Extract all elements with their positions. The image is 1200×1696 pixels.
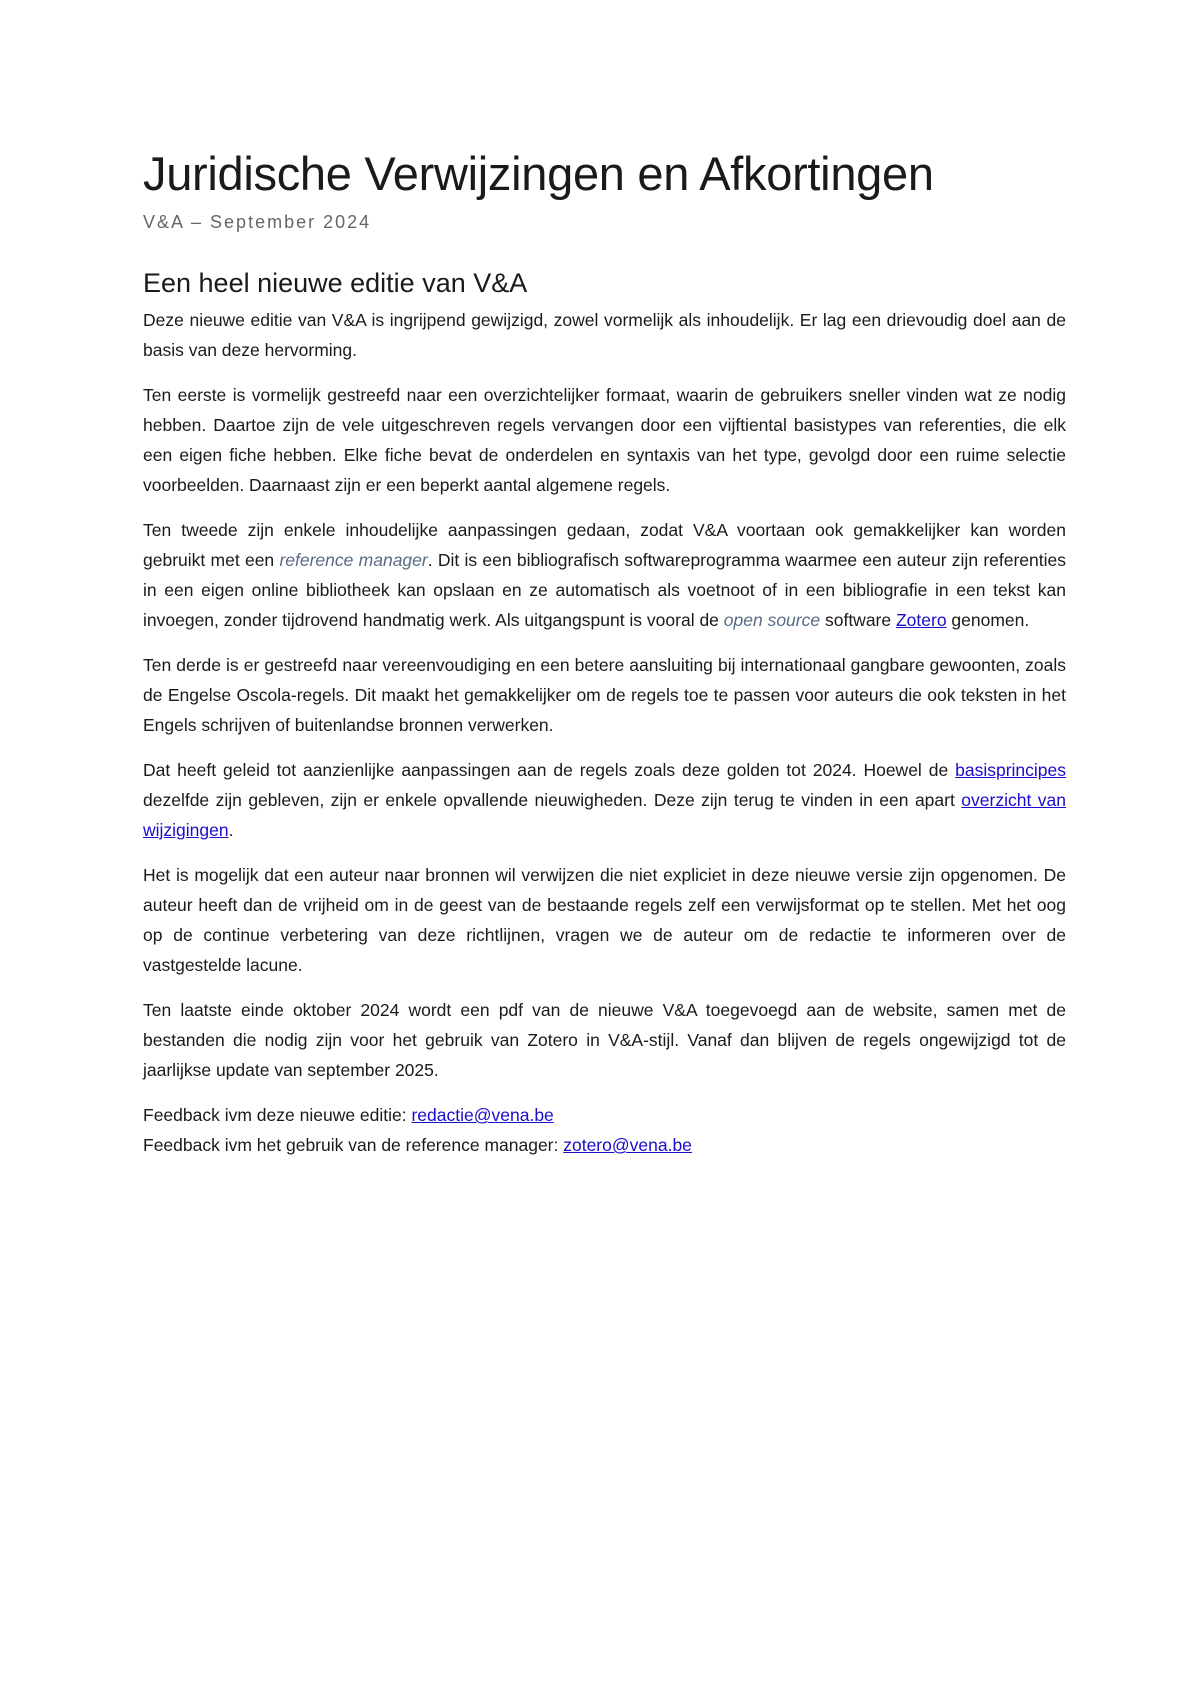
paragraph-first-goal: Ten eerste is vormelijk gestreefd naar een overzichtelijker formaat, waarin de gebruikers sneller vinden wat ze nodig hebben. Daartoe zijn de vele uitgeschreven regels vervangen door een vijftiental basistypes van referenties, die elk een eigen fiche hebben. Elke fiche bevat de onderdelen en syntaxis van het type, gevolgd door een ruime selectie voorbeelden. Daarnaast zijn er een beperkt aantal algemene regels. <box>143 385 1066 496</box>
section-heading: Een heel nieuwe editie van V&A <box>143 267 528 298</box>
text-segment: Dat heeft geleid tot aanzienlijke aanpassingen aan de regels zoals deze golden tot 2024. Hoewel de <box>143 760 956 781</box>
paragraph-pdf-release: Ten laatste einde oktober 2024 wordt een pdf van de nieuwe V&A toegevoegd aan de website, samen met de bestanden die nodig zijn voor het gebruik van Zotero in V&A-stijl. Vanaf dan blijven de regels ongewijzigd tot de jaarlijkse update van september 2025. <box>143 1000 1066 1081</box>
text-segment: Ten tweede zijn enkele inhoudelijke aanpassingen gedaan, zodat V&A voortaan ook gemakkelijker kan worden gebruikt met een <box>143 520 1066 571</box>
zotero-link[interactable]: Zotero <box>895 610 947 631</box>
overzicht-wijzigingen-link[interactable]: overzicht van wijzigingen <box>143 790 1066 841</box>
document-subtitle: V&A – September 2024 <box>143 211 372 232</box>
feedback-edition-label: Feedback ivm deze nieuwe editie: <box>143 1105 412 1126</box>
text-segment: dezelfde zijn gebleven, zijn er enkele opvallende nieuwigheden. Deze zijn terug te vinden in een apart <box>143 790 962 811</box>
basisprincipes-link[interactable]: basisprincipes <box>955 760 1066 781</box>
redactie-email-link[interactable]: redactie@vena.be <box>411 1105 554 1126</box>
feedback-reference-manager-line <box>143 1130 1066 1160</box>
feedback-edition-line <box>143 1100 1066 1130</box>
feedback-reference-manager-label: Feedback ivm het gebruik van de reference manager: <box>143 1135 564 1156</box>
paragraph-missing-sources: Het is mogelijk dat een auteur naar bronnen wil verwijzen die niet expliciet in deze nieuwe versie zijn opgenomen. De auteur heeft dan de vrijheid om in de geest van de bestaande regels zelf een verwijsformat op te stellen. Met het oog op de continue verbetering van deze richtlijnen, vragen we de auteur om de redactie te informeren over de vastgestelde lacune. <box>143 865 1066 976</box>
emphasis-open-source: open source <box>723 610 821 631</box>
text-segment: . Dit is een bibliografisch softwareprogramma waarmee een auteur zijn referenties in een eigen online bibliotheek kan opslaan en ze automatisch als voetnoot of in een bibliografie in een tekst kan invoegen, zonder tijdrovend handmatig werk. Als uitgangspunt is vooral de <box>143 550 1067 631</box>
text-segment: genomen. <box>946 610 1030 631</box>
emphasis-reference-manager: reference manager <box>279 550 428 571</box>
paragraph-changes <box>143 755 1066 845</box>
zotero-email-link[interactable]: zotero@vena.be <box>563 1135 692 1156</box>
text-segment: software <box>820 610 896 631</box>
paragraph-second-goal <box>143 515 1066 635</box>
paragraph-intro: Deze nieuwe editie van V&A is ingrijpend gewijzigd, zowel vormelijk als inhoudelijk. Er lag een drievoudig doel aan de basis van deze hervorming. <box>143 310 1066 361</box>
paragraph-third-goal: Ten derde is er gestreefd naar vereenvoudiging en een betere aansluiting bij internationaal gangbare gewoonten, zoals de Engelse Oscola-regels. Dit maakt het gemakkelijker om de regels toe te passen voor auteurs die ook teksten in het Engels schrijven of buitenlandse bronnen verwerken. <box>143 655 1066 736</box>
document-title: Juridische Verwijzingen en Afkortingen <box>143 147 934 200</box>
text-segment: . <box>228 820 234 841</box>
